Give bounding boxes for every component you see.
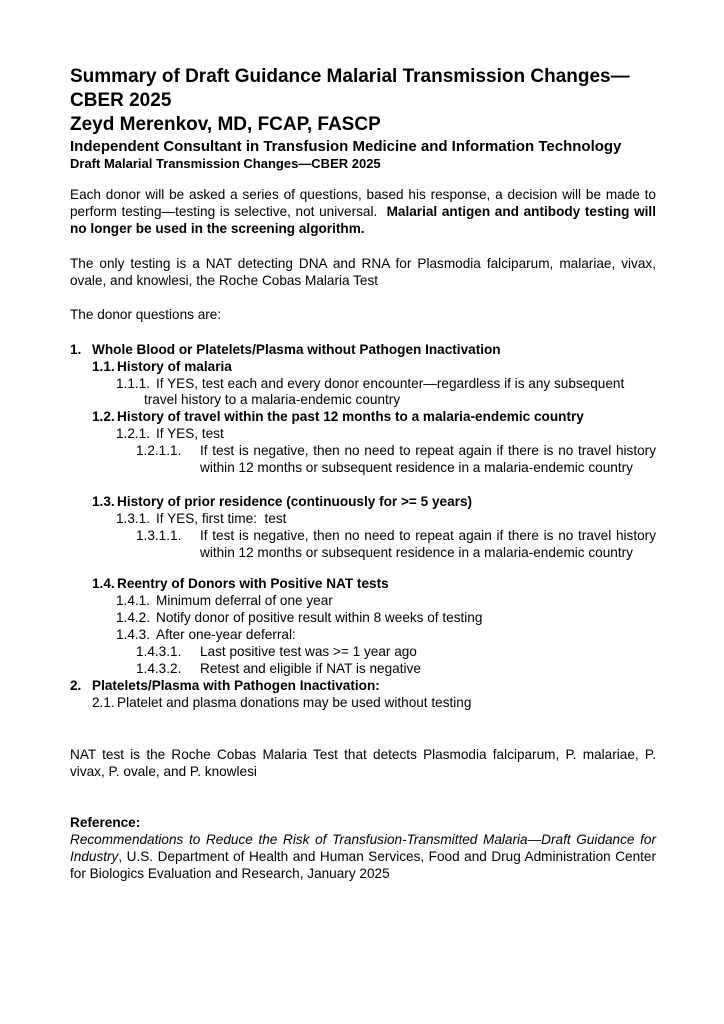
outline-item-1-4-2: 1.4.2. Notify donor of positive result within 8 weeks of testing [116, 610, 483, 625]
outline-item-1-2-1: 1.2.1. If YES, test [116, 426, 224, 441]
outline-item-1: 1. Whole Blood or Platelets/Plasma without Pathogen Inactivation [70, 342, 501, 357]
outline-item-2-1: 2.1. Platelet and plasma donations may be used without testing [92, 695, 472, 710]
outline-item-1-2-1-1: 1.2.1.1. If test is negative, then no need to repeat again if there is no travel history within 12 months or subsequent residence in a malaria-endemic country [136, 443, 656, 475]
testing-paragraph: The only testing is a NAT detecting DNA and RNA for Plasmodia falciparum, malariae, vivax, ovale, and knowlesi, the Roche Cobas Malaria Test [70, 256, 656, 288]
outline-item-1-4: 1.4. Reentry of Donors with Positive NAT tests [92, 576, 389, 591]
outline-item-1-4-3-2: 1.4.3.2. Retest and eligible if NAT is negative [136, 661, 421, 676]
outline-item-1-2: 1.2. History of travel within the past 12 months to a malaria-endemic country [92, 409, 584, 424]
outline-item-2: 2. Platelets/Plasma with Pathogen Inactivation: [70, 678, 380, 693]
author-affiliation: Independent Consultant in Transfusion Medicine and Information Technology [70, 138, 622, 155]
donor-questions-lead: The donor questions are: [70, 307, 222, 322]
reference-title: Recommendations to Reduce the Risk of Transfusion-Transmitted Malaria—Draft Guidance for Industry [70, 832, 656, 864]
reference-heading: Reference: [70, 815, 141, 830]
intro-emphasis: Malarial antigen and antibody testing will no longer be used in the screening algorithm. [70, 204, 656, 236]
document-title-line1: Summary of Draft Guidance Malarial Transmission Changes— [70, 66, 630, 87]
nat-test-note: NAT test is the Roche Cobas Malaria Test that detects Plasmodia falciparum, P. malariae, P. vivax, P. ovale, and P. knowlesi [70, 747, 656, 779]
outline-item-1-3-1: 1.3.1. If YES, first time: test [116, 511, 287, 526]
intro-text: Each donor will be asked a series of questions, based his response, a decision will be made to perform testing—testing is selective, not universal. [70, 187, 656, 219]
outline-item-1-1-1: 1.1.1. If YES, test each and every donor encounter—regardless if is any subsequent [116, 376, 625, 391]
intro-paragraph [70, 186, 656, 237]
author-name: Zeyd Merenkov, MD, FCAP, FASCP [70, 114, 381, 135]
document-title-line2: CBER 2025 [70, 90, 172, 111]
document-subtitle: Draft Malarial Transmission Changes—CBER 2025 [70, 156, 381, 171]
reference-citation [70, 831, 656, 882]
outline-item-1-3: 1.3. History of prior residence (continuously for >= 5 years) [92, 494, 473, 509]
outline-item-1-4-1: 1.4.1. Minimum deferral of one year [116, 593, 333, 608]
outline-item-1-1-1-cont: travel history to a malaria-endemic country [144, 392, 401, 407]
outline-item-1-4-3: 1.4.3. After one-year deferral: [116, 627, 296, 642]
outline-item-1-3-1-1: 1.3.1.1. If test is negative, then no need to repeat again if there is no travel history within 12 months or subsequent residence in a malaria-endemic country [136, 528, 656, 560]
outline-item-1-4-3-1: 1.4.3.1. Last positive test was >= 1 year ago [136, 644, 417, 659]
reference-source: , U.S. Department of Health and Human Services, Food and Drug Administration Center for Biologics Evaluation and Research, January 2025 [70, 849, 656, 881]
outline-item-1-1: 1.1. History of malaria [92, 359, 232, 374]
